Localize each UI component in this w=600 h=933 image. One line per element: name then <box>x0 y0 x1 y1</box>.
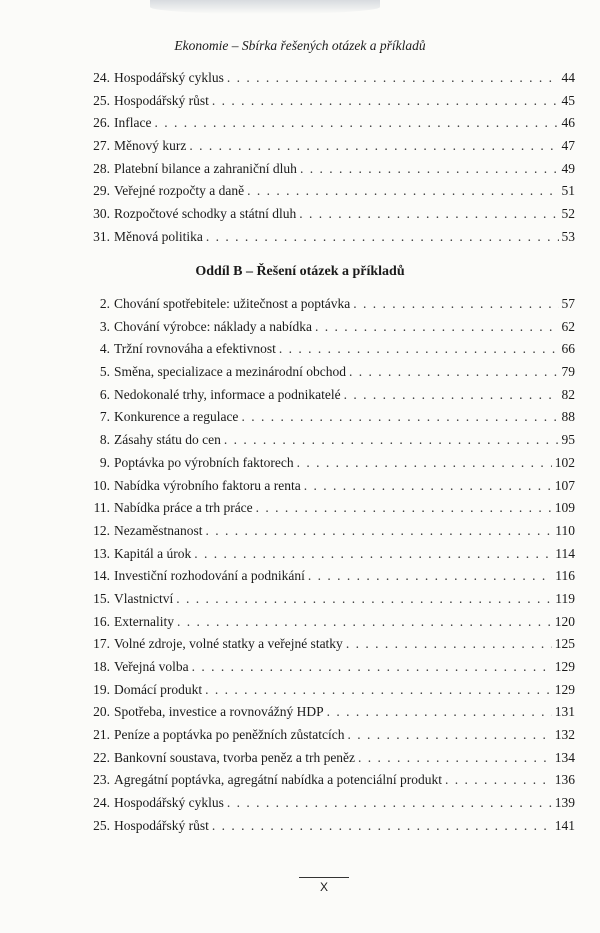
toc-entry-page: 134 <box>554 749 575 765</box>
toc-entry <box>83 704 575 727</box>
toc-entry <box>83 161 575 184</box>
toc-entry-page: 131 <box>554 704 575 720</box>
toc-leader-dots <box>344 387 559 403</box>
toc-entry-title: Rozpočtové schodky a státní dluh <box>114 206 297 222</box>
toc-leader-dots <box>358 750 552 766</box>
toc-entry-page: 109 <box>554 500 575 516</box>
toc-entry-number: 20. <box>93 704 110 720</box>
toc-entry-page: 141 <box>554 817 575 833</box>
toc-entry-page: 51 <box>561 183 575 199</box>
running-header: Ekonomie – Sbírka řešených otázek a příkladů <box>174 38 426 53</box>
toc-entry-title: Platební bilance a zahraniční dluh <box>114 160 297 176</box>
toc-entry <box>83 183 575 206</box>
toc-entry-page: 119 <box>555 590 575 606</box>
toc-entry-number: 25. <box>93 92 110 108</box>
toc-entry <box>83 795 575 818</box>
toc-entry-title: Měnový kurz <box>114 138 187 154</box>
toc-entry-page: 129 <box>554 659 575 674</box>
toc-entry-title: Hospodářský růst <box>114 817 209 833</box>
toc-leader-dots <box>348 727 552 743</box>
toc-entry <box>83 772 575 795</box>
toc-entry-title: Vlastnictví <box>114 590 174 606</box>
toc-entry <box>83 750 575 773</box>
toc-entry-number: 8. <box>99 432 110 448</box>
toc-entry-title: Nabídka práce a trh práce <box>114 500 253 516</box>
toc-entry-number: 27. <box>93 138 110 154</box>
toc-entry-number: 5. <box>99 364 110 380</box>
toc-entry-page: 139 <box>554 795 575 811</box>
toc-entry-page: 95 <box>561 432 575 448</box>
toc-entry <box>83 478 575 501</box>
toc-entry-number: 18. <box>93 659 110 674</box>
toc-leader-dots <box>224 432 559 448</box>
toc-leader-dots <box>194 546 552 562</box>
toc-entry-page: 62 <box>561 318 575 334</box>
toc-entry-title: Bankovní soustava, tvorba peněz a trh peněz <box>114 749 356 765</box>
toc-leader-dots <box>308 568 552 584</box>
toc-entry-number: 4. <box>99 341 110 357</box>
toc-leader-dots <box>315 319 559 335</box>
toc-entry <box>83 546 575 569</box>
toc-entry-title: Nabídka výrobního faktoru a renta <box>114 477 301 493</box>
toc-entry-number: 26. <box>93 115 110 131</box>
toc-leader-dots <box>327 704 552 720</box>
toc-leader-dots <box>227 795 552 811</box>
toc-entry-title: Domácí produkt <box>114 681 203 697</box>
toc-entry-page: 125 <box>554 636 575 652</box>
toc-leader-dots <box>346 636 552 652</box>
toc-entry-page: 49 <box>561 160 575 176</box>
toc-leader-dots <box>300 161 559 177</box>
toc-entry-number: 13. <box>93 545 110 561</box>
toc-entry-title: Měnová politika <box>114 228 203 244</box>
toc-entry-number: 2. <box>99 296 110 311</box>
toc-section-a <box>83 70 575 252</box>
toc-entry-title: Veřejné rozpočty a daně <box>114 183 245 199</box>
toc-leader-dots <box>304 478 552 494</box>
toc-entry-page: 129 <box>554 681 575 697</box>
toc-entry-number: 24. <box>93 70 110 85</box>
toc-entry <box>83 70 575 93</box>
toc-entry-number: 11. <box>93 500 110 516</box>
toc-entry <box>83 229 575 252</box>
toc-entry-number: 25. <box>93 817 110 833</box>
toc-entry-title: Chování spotřebitele: užitečnost a poptávka <box>114 296 351 311</box>
toc-entry-page: 45 <box>561 92 575 108</box>
toc-leader-dots <box>247 183 558 199</box>
toc-entry <box>83 568 575 591</box>
toc-entry-title: Chování výrobce: náklady a nabídka <box>114 318 312 334</box>
toc-entry <box>83 591 575 614</box>
toc-entry-page: 46 <box>561 115 575 131</box>
toc-entry-number: 7. <box>99 409 110 425</box>
toc-leader-dots <box>297 455 552 471</box>
toc-entry-title: Veřejná volba <box>114 659 189 674</box>
toc-entry-title: Externality <box>114 613 174 629</box>
toc-entry-title: Inflace <box>114 115 152 131</box>
toc-entry-page: 53 <box>561 228 575 244</box>
toc-leader-dots <box>212 93 559 109</box>
toc-entry-title: Nedokonalé trhy, informace a podnikatelé <box>114 386 341 402</box>
toc-entry-page: 52 <box>561 206 575 222</box>
toc-entry-number: 29. <box>93 183 110 199</box>
toc-entry <box>83 455 575 478</box>
toc-entry-title: Agregátní poptávka, agregátní nabídka a potenciální produkt <box>114 772 443 788</box>
toc-entry-title: Hospodářský cyklus <box>114 70 224 85</box>
toc-entry-number: 23. <box>93 772 110 788</box>
toc-entry-number: 12. <box>93 522 110 538</box>
toc-entry-title: Peníze a poptávka po peněžních zůstatcích <box>114 727 345 743</box>
toc-entry <box>83 296 575 319</box>
toc-leader-dots <box>192 659 552 675</box>
toc-entry <box>83 614 575 637</box>
toc-entry-title: Hospodářský cyklus <box>114 795 224 811</box>
toc-entry-title: Směna, specializace a mezinárodní obchod <box>114 364 347 380</box>
toc-entry <box>83 659 575 682</box>
toc-entry <box>83 93 575 116</box>
toc-entry-number: 17. <box>93 636 110 652</box>
toc-leader-dots <box>299 206 558 222</box>
toc-entry-number: 30. <box>93 206 110 222</box>
toc-entry <box>83 138 575 161</box>
toc-leader-dots <box>349 364 558 380</box>
toc-entry-number: 22. <box>93 749 110 765</box>
toc-entry-page: 114 <box>555 545 575 561</box>
toc-entry <box>83 818 575 841</box>
toc-entry-page: 107 <box>554 477 575 493</box>
scan-shadow <box>150 0 380 14</box>
toc-leader-dots <box>189 138 558 154</box>
toc-entry-title: Poptávka po výrobních faktorech <box>114 454 294 470</box>
toc-leader-dots <box>279 341 559 357</box>
toc-entry <box>83 206 575 229</box>
toc-entry <box>83 500 575 523</box>
toc-entry-title: Volné zdroje, volné statky a veřejné statky <box>114 636 343 652</box>
toc-entry-title: Investiční rozhodování a podnikání <box>114 568 305 584</box>
toc-entry-title: Nezaměstnanost <box>114 522 203 538</box>
toc-leader-dots <box>353 296 558 312</box>
toc-leader-dots <box>256 500 552 516</box>
toc-entry-page: 82 <box>561 386 575 402</box>
toc-entry <box>83 364 575 387</box>
toc-entry-number: 19. <box>93 681 110 697</box>
toc-entry-page: 102 <box>554 454 575 470</box>
toc-entry-page: 66 <box>561 341 575 357</box>
toc-leader-dots <box>205 523 552 539</box>
toc-leader-dots <box>176 591 552 607</box>
toc-entry-page: 120 <box>554 613 575 629</box>
toc-entry-number: 10. <box>93 477 110 493</box>
toc-entry-title: Konkurence a regulace <box>114 409 239 425</box>
toc-entry <box>83 387 575 410</box>
toc-entry-title: Kapitál a úrok <box>114 545 192 561</box>
toc-entry-number: 16. <box>93 613 110 629</box>
toc-entry <box>83 432 575 455</box>
toc-entry-page: 79 <box>561 364 575 380</box>
toc-leader-dots <box>212 818 552 834</box>
toc-entry-number: 6. <box>99 386 110 402</box>
toc-entry-page: 88 <box>561 409 575 425</box>
toc-leader-dots <box>177 614 552 630</box>
footer-rule <box>299 877 349 878</box>
toc-entry <box>83 115 575 138</box>
toc-entry-page: 57 <box>561 296 575 311</box>
toc-entry <box>83 341 575 364</box>
toc-leader-dots <box>205 682 552 698</box>
toc-leader-dots <box>241 409 558 425</box>
toc-entry-title: Spotřeba, investice a rovnovážný HDP <box>114 704 324 720</box>
toc-entry <box>83 682 575 705</box>
toc-entry-page: 110 <box>555 522 575 538</box>
toc-section-b <box>83 296 575 841</box>
toc-entry-number: 21. <box>93 727 110 743</box>
toc-entry-number: 28. <box>93 160 110 176</box>
toc-entry <box>83 319 575 342</box>
toc-leader-dots <box>154 115 558 131</box>
toc-leader-dots <box>206 229 559 245</box>
toc-entry-page: 136 <box>554 772 575 788</box>
toc-entry <box>83 727 575 750</box>
page-number: X <box>319 880 328 894</box>
toc-entry-number: 31. <box>93 228 110 244</box>
toc-entry-page: 44 <box>561 70 575 85</box>
toc-entry-title: Zásahy státu do cen <box>114 432 221 448</box>
toc-entry-title: Tržní rovnováha a efektivnost <box>114 341 276 357</box>
toc-entry-number: 3. <box>99 318 110 334</box>
section-b-heading: Oddíl B – Řešení otázek a příkladů <box>195 264 405 279</box>
toc-entry <box>83 636 575 659</box>
toc-entry-page: 47 <box>561 138 575 154</box>
toc-entry-page: 116 <box>555 568 575 584</box>
toc-entry-number: 9. <box>99 454 110 470</box>
toc-entry <box>83 409 575 432</box>
toc-entry-page: 132 <box>554 727 575 743</box>
toc-entry-number: 15. <box>93 590 110 606</box>
toc-leader-dots <box>445 772 552 788</box>
toc-entry-number: 14. <box>93 568 110 584</box>
toc-entry-number: 24. <box>93 795 110 811</box>
toc-entry <box>83 523 575 546</box>
toc-entry-title: Hospodářský růst <box>114 92 209 108</box>
toc-leader-dots <box>227 70 559 86</box>
